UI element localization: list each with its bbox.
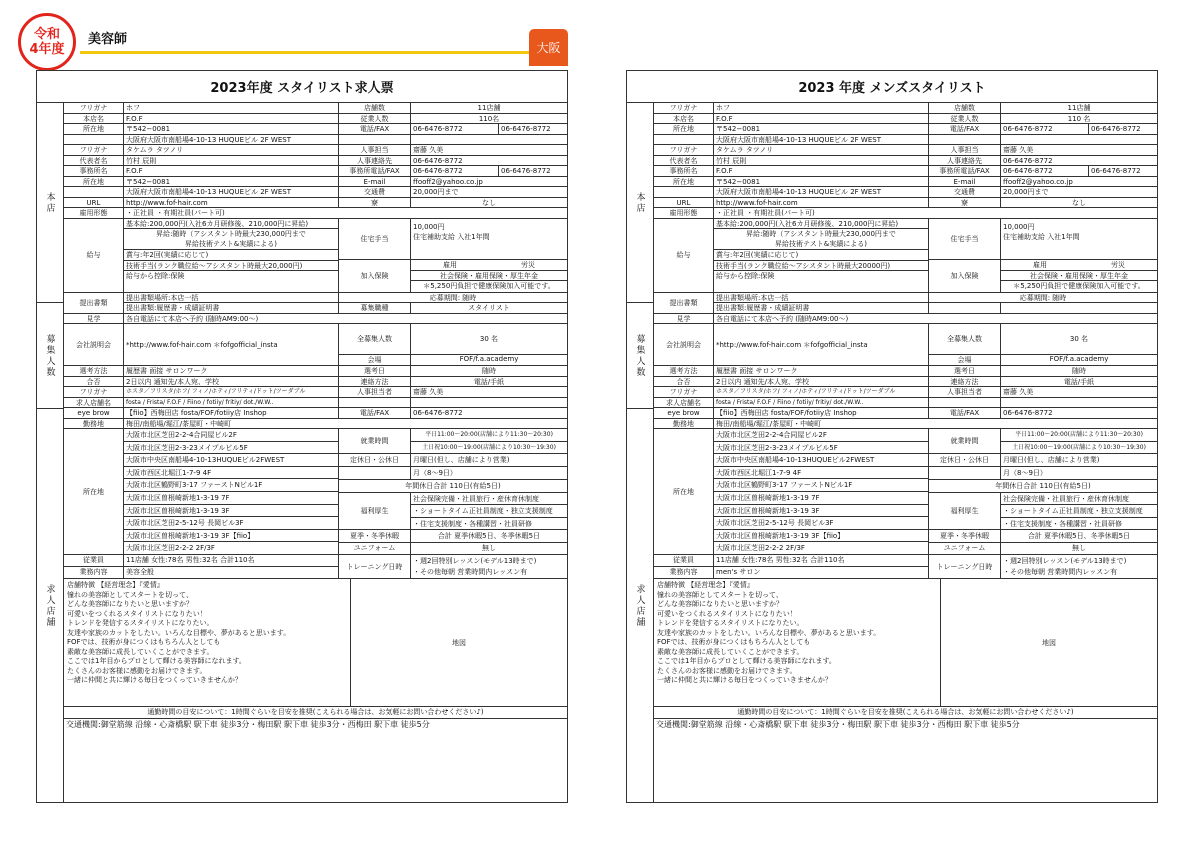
value: 各自電話にて本店へ予約 (随時AM9:00〜) [716,314,849,323]
label: 就業時間 [339,429,411,453]
value: ・住宅支援制度・各種講習・社員研修 [413,519,532,528]
map-area: 地図 [1042,638,1056,647]
value: F.O.F [124,166,339,176]
label: 提出書類 [64,293,124,313]
value: 随時 [482,367,496,375]
value: http://www.fof-hair.com [714,198,929,208]
sheet-title: 2023 年度 メンズスタイリスト [627,71,1157,103]
value: ホフ [124,103,339,113]
label: 給与 [64,219,124,292]
label: 会社説明会 [654,324,714,365]
shop-address: 大阪市中央区南船場4-10-13HUQUEビル2FWEST [714,454,928,467]
value: 11店舗 [477,104,501,112]
value: 応募期間: 随時 [1019,293,1067,302]
value: 賞与:年2回(実績に応じて) [124,250,338,261]
label: 人事担当者 [929,387,1001,397]
value: 齋藤 久美 [413,388,444,396]
value: ffooff2@yahoo.co.jp [1003,177,1073,186]
label: フリガナ [654,103,714,113]
blank [339,135,411,145]
value: 社会保険・雇用保険・厚生年金 [1001,271,1157,282]
value: ・週2回特別レッスン(モデル13時まで) [1003,557,1127,565]
value: 提出書類場所:本店一括 [124,293,339,303]
blank [654,187,714,197]
region-tab: 大阪 [529,29,568,66]
shop-address-list [714,429,929,554]
blank [411,398,567,408]
value: 基本給:200,000円(入社6カ月研修後、210,000円に昇給) [124,219,338,230]
value: 梅田/南船場/堀江/茶屋町・中崎町 [716,419,822,428]
value: なし [482,198,496,207]
value: 齋藤 久美 [1003,388,1034,396]
page-title: 美容師 [88,32,128,47]
label: 店舗数 [339,103,411,113]
value: F.O.F [714,114,929,124]
label: E-mail [339,177,411,187]
value: 提出書類場所:本店一括 [714,293,929,303]
value: 11店舗 [1067,104,1091,112]
label: eye brow [654,408,714,418]
value: men's サロン [716,568,761,576]
label: 電話/FAX [929,408,1001,418]
value: 06-6476-8772 [1003,156,1053,165]
value: 大阪府大阪市南船場4-10-13 HUQUEビル 2F WEST [714,187,929,197]
label: 寮 [929,198,1001,208]
value: 住宅補助支給 入社1年間 [1003,232,1080,241]
label: 業務内容 [654,567,714,578]
label: トレーニング日時 [929,555,1001,578]
label: 従業員 [654,555,714,566]
label: 事務所電話/FAX [929,166,1001,176]
shop-address: 大阪市北区芝田2-3-23メイプルビル5F [714,442,928,455]
value: 年間休日合計 110日(有給5日) [929,480,1157,493]
label: 給与 [654,219,714,292]
value: スタイリスト [468,304,510,312]
shop-address: 大阪市北区曽根崎新地1-3-19 3F【fiio】 [714,530,928,543]
value: 〒542−0081 [714,124,929,134]
label: 求人店舗名 [654,398,714,408]
shop-address: 大阪市西区北堀江1-7-9 4F [714,467,928,480]
label [929,303,1001,313]
commute-note: 通勤時間の目安について：1時間ぐらいを目安を推奨(こえられる場合は、お気軽にお問い合わせください♪) [147,708,484,716]
label: 人事担当 [339,145,411,155]
value: 基本給:200,000円(入社6カ月研修後、210,000円に昇給) [714,219,928,230]
value: 2日以内 通知先/本人宛、学校 [124,377,339,387]
label: 求人店舗名 [64,398,124,408]
value: 竹村 辰則 [124,156,339,166]
label: 会場 [929,355,1001,365]
value: *http://www.fof-hair.com ＊fofgofficial_insta [714,324,929,365]
shop-address: 大阪市北区芝田2-2-2 2F/3F [126,544,215,553]
shop-address: 大阪市北区曽根崎新地1-3-19 3F【fiio】 [124,530,338,543]
section-label-boshu: 募集人数 [627,303,654,409]
value: ・ショートタイム正社員制度・独立支援制度 [411,505,567,517]
label: 人事連絡先 [929,156,1001,166]
value: 美容全般 [126,568,154,576]
value: http://www.fof-hair.com [124,198,339,208]
section-label-honten: 本店 [37,103,64,303]
label: 交通費 [929,187,1001,197]
value: ・住宅支援制度・各種講習・社員研修 [1003,519,1122,528]
label: フリガナ [654,145,714,155]
label: 全募集人数 [339,324,411,354]
value: 土日祝10:00〜19:00(店舗により10:30〜19:30) [422,443,556,451]
shop-address: 大阪市北区鶴野町3-17 ファーストNビル1F [124,479,338,492]
value: 無し [482,544,496,552]
value: 昇給:随時（アシスタント時最大230,000円まで 昇給技術テスト&実績による) [714,229,928,250]
label: 定休日・公休日 [339,454,411,466]
value: F.O.F [714,166,929,176]
label: 合否 [64,377,124,387]
label: E-mail [929,177,1001,187]
value: 平日11:00〜20:00(店舗により11:30〜20:30) [411,429,567,442]
label: トレーニング日時 [339,555,411,578]
value: 梅田/南船場/堀江/茶屋町・中崎町 [126,419,232,428]
value: ffooff2@yahoo.co.jp [413,177,483,186]
value: 06-6476-8772 [413,409,463,417]
shop-address: 大阪市北区芝田2-3-23メイプルビル5F [124,442,338,455]
value: 〒542−0081 [714,177,929,187]
value: FOF/f.a.academy [459,355,519,363]
value: 電話/手紙 [473,377,505,386]
label: 提出書類 [654,293,714,313]
label: 業務内容 [64,567,124,578]
value: 06-6476-8772 [1003,409,1053,417]
label: 会社説明会 [64,324,124,365]
value: 応募期間: 随時 [429,293,477,302]
label: 福利厚生 [339,493,411,529]
value: 10,000円 [1003,222,1035,231]
value: 06-6476-8772 [1001,124,1089,134]
value: ＊5,250円負担で健康保険加入可能です。 [423,282,555,290]
label: URL [64,198,124,208]
label: 寮 [339,198,411,208]
value: 月（8〜9日） [413,469,457,477]
label: 所在地 [64,177,124,187]
blank [339,398,411,408]
blank [1001,398,1157,408]
value: 110 名 [1067,114,1091,123]
shop-feature-text: 店舗特徴 【経営理念】『愛情』 憧れの美容師としてスタートを切って、 どんな美容師になりたいと思いますか？ 可愛いをつくれるスタイリストになりたい！ トレンドを発信するスタイリストになりたい。 友達や家族のカットをしたい。いろんな目標や、夢があると思います。 FOFでは、技術が身につくはもちろん人としても 素敵な美容師に成長していくことができます。 ここでは1年目からプロとして輝ける美容師になれます。 たくさんのお客様に感動をお届けできます。 一緒に仲間と共に輝ける毎日をつくっていきませんか？ [64,579,351,706]
value: 月（8〜9日） [1003,469,1047,477]
value: 11店舗 女性:78名 男性:32名 合計110名 [716,556,845,564]
label: ユニフォーム [929,543,1001,554]
label: 代表者名 [654,156,714,166]
value: 社会保険完備・社員旅行・産休育休制度 [411,493,567,505]
label: 福利厚生 [929,493,1001,529]
label: 代表者名 [64,156,124,166]
value: 技術手当(ランク職位給～アシスタント時最大20000円) [714,261,928,272]
value: 履歴書 面接 サロンワーク [124,366,339,376]
value: 30 名 [1069,335,1089,343]
label: 合否 [654,377,714,387]
label: 所在地 [654,429,714,554]
blank [64,135,124,145]
value: 住宅補助支給 入社1年間 [413,232,490,241]
blank [929,467,1001,479]
blank [411,135,567,145]
label: 本店名 [654,114,714,124]
section-label-boshu: 募集人数 [37,303,64,409]
label: 勤務地 [64,419,124,429]
label: 勤務地 [654,419,714,429]
shop-address: 大阪市北区芝田2-5-12号 長岡ビル3F [124,517,338,530]
value: ・正社員 ・有期社員(パート可) [716,209,815,217]
job-sheet-mens [626,70,1158,803]
value: 11店舗 女性:78名 男性:32名 合計110名 [126,556,255,564]
value: 20,000円まで [413,188,459,196]
value: 雇用 [443,261,457,269]
value: 平日11:00〜20:00(店舗により11:30〜20:30) [1001,429,1157,442]
value: 各自電話にて本店へ予約 (随時AM9:00〜) [126,314,259,323]
value: ・正社員 ・有期社員(パート可) [126,209,225,217]
value: 給与から控除:保険 [716,272,775,280]
year-badge-text: 令和 4年度 [29,27,65,57]
value: 土日祝10:00〜19:00(店舗により10:30〜19:30) [1012,443,1146,451]
label: 電話/FAX [339,124,411,134]
value: 2日以内 通知先/本人宛、学校 [714,377,929,387]
label: 従業人数 [929,114,1001,124]
value: 年間休日合計 110日(有給5日) [339,480,567,493]
label: 雇用形態 [64,208,124,218]
shop-address: 大阪市北区曽根崎新地1-3-19 7F [124,492,338,505]
value: 提出書類:履歴書・成績証明書 [714,303,929,313]
label: 連絡方法 [929,377,1001,387]
value: ・ショートタイム正社員制度・独立支援制度 [1001,505,1157,517]
shop-address: 大阪市北区曽根崎新地1-3-19 7F [714,492,928,505]
value: 合計 夏季休暇5日、冬季休暇5日 [437,532,541,540]
shop-address: 大阪市北区鶴野町3-17 ファーストNビル1F [714,479,928,492]
label: 所在地 [654,177,714,187]
value: 30 名 [479,335,499,343]
section-label-honten: 本店 [627,103,654,303]
value: fosta / Frista/ F.O.F / Fiino / fotiiy/ fritiy/ dot./W.W.. [714,398,929,408]
value: 労災 [521,261,535,269]
label: フリガナ [654,387,714,397]
label: 全募集人数 [929,324,1001,354]
section-label-kyujin: 求人店舗 [37,409,64,803]
value: なし [1072,198,1086,207]
shop-feature-text: 店舗特徴 【経営理念】『愛情』 憧れの美容師としてスタートを切って、 どんな美容師になりたいと思いますか？ 可愛いをつくれるスタイリストになりたい！ トレンドを発信するスタイリストになりたい。 友達や家族のカットをしたい。いろんな目標や、夢があると思います。 FOFでは、技術が身につくはもちろん人としても 素敵な美容師に成長していくことができます。 ここでは1年目からプロとして輝ける美容師になれます。 たくさんのお客様に感動をお届けできます。 一緒に仲間と共に輝ける毎日をつくっていきませんか？ [654,579,941,706]
access-info: 交通機関:御堂筋線 沿線・心斎橋駅 駅下車 徒歩3分・梅田駅 駅下車 徒歩3分・西梅田 駅下車 徒歩5分 [66,720,430,729]
shop-address: 大阪市北区曽根崎新地1-3-19 3F [124,505,338,518]
label: eye brow [64,408,124,418]
label: フリガナ [64,103,124,113]
value: 06-6476-8772 [411,166,499,176]
map-area: 地図 [452,638,466,647]
value: 10,000円 [413,222,445,231]
label: 事務所名 [654,166,714,176]
value: 竹村 辰則 [714,156,929,166]
value: fosta / Frista/ F.O.F / Fiino / fotiiy/ fritiy/ dot./W.W.. [124,398,339,408]
label: 人事担当者 [339,387,411,397]
value: 雇用 [1033,261,1047,269]
label: 夏季・冬季休暇 [929,530,1001,542]
label: 所在地 [654,124,714,134]
value: 社会保険・雇用保険・厚生年金 [411,271,567,282]
commute-note: 通勤時間の目安について：1時間ぐらいを目安を推奨(こえられる場合は、お気軽にお問い合わせください♪) [737,708,1074,716]
label: 加入保険 [929,260,1001,292]
label: 住宅手当 [929,219,1001,260]
value: 【fiio】西梅田店 fosta/FOF/fotiiy店 Inshop [124,408,339,418]
value: ホスタ／フリスタ/ホフ/ フィノ/ホティ/フリティ/ドット/ツーダブル [124,387,339,397]
value: ＊5,250円負担で健康保険加入可能です。 [1013,282,1145,290]
label: 人事担当 [929,145,1001,155]
title-underline [80,51,568,54]
label: 従業人数 [339,114,411,124]
year-badge [18,13,76,71]
value: 社会保険完備・社員旅行・産休育休制度 [1001,493,1157,505]
value: 給与から控除:保険 [126,272,185,280]
label: URL [654,198,714,208]
shop-address: 大阪市北区芝田2-2-4合同屋ビル2F [124,429,338,442]
shop-address: 大阪市北区芝田2-2-2 2F/3F [716,544,805,553]
label: 事務所名 [64,166,124,176]
value: 〒542−0081 [124,177,339,187]
label: 見学 [64,314,124,324]
label: 会場 [339,355,411,365]
blank [929,135,1001,145]
label: 交通費 [339,187,411,197]
shop-address-list [124,429,339,554]
label: 所在地 [64,429,124,554]
value: ホフ [714,103,929,113]
shop-address: 大阪市北区芝田2-5-12号 長岡ビル3F [714,517,928,530]
label: 夏季・冬季休暇 [339,530,411,542]
label: 選考方法 [654,366,714,376]
value [1001,303,1157,313]
label: 加入保険 [339,260,411,292]
value: 労災 [1111,261,1125,269]
label: 住宅手当 [339,219,411,260]
job-sheet-stylist [36,70,568,803]
value: ・その他毎朝 営業時間内レッスン有 [1003,568,1118,576]
value: 大阪府大阪市南船場4-10-13 HUQUEビル 2F WEST [124,135,339,145]
label: 事務所電話/FAX [339,166,411,176]
label: フリガナ [64,145,124,155]
value: 履歴書 面接 サロンワーク [714,366,929,376]
shop-address: 大阪市西区北堀江1-7-9 4F [124,467,338,480]
value: 合計 夏季休暇5日、冬季休暇5日 [1027,532,1131,540]
shop-address: 大阪市北区曽根崎新地1-3-19 3F [714,505,928,518]
shop-address: 大阪市中央区南船場4-10-13HUQUEビル2FWEST [124,454,338,467]
value: 賞与:年2回(実績に応じて) [714,250,928,261]
label: 選考方法 [64,366,124,376]
access-info: 交通機関:御堂筋線 沿線・心斎橋駅 駅下車 徒歩3分・梅田駅 駅下車 徒歩3分・西梅田 駅下車 徒歩5分 [656,720,1020,729]
value: 月曜日(但し、店舗により営業) [1003,456,1100,464]
value: 06-6476-8772 [501,125,551,133]
blank [929,398,1001,408]
label: 雇用形態 [654,208,714,218]
value: 齋藤 久美 [413,146,444,154]
label: 従業員 [64,555,124,566]
value: タケムラ タツノリ [714,145,929,155]
section-label-kyujin: 求人店舗 [627,409,654,803]
label: 連絡方法 [339,377,411,387]
value: 110名 [478,114,500,123]
value: 大阪府大阪市南船場4-10-13 HUQUEビル 2F WEST [714,135,929,145]
label: 選考日 [929,366,1001,376]
value: 齋藤 久美 [1003,146,1034,154]
value: 随時 [1072,367,1086,375]
blank [339,467,411,479]
value: 無し [1072,544,1086,552]
value: 【fiio】西梅田店 fosta/FOF/fotiiy店 Inshop [714,408,929,418]
label: 電話/FAX [339,408,411,418]
shop-address: 大阪市北区芝田2-2-4合同屋ビル2F [714,429,928,442]
value: 〒542−0081 [124,124,339,134]
value: F.O.F [124,114,339,124]
value: 電話/手紙 [1063,377,1095,386]
blank [654,135,714,145]
value: 06-6476-8772 [1001,166,1089,176]
label: 人事連絡先 [339,156,411,166]
value: FOF/f.a.academy [1049,355,1109,363]
label: ユニフォーム [339,543,411,554]
value: タケムラ タツノリ [124,145,339,155]
label: 見学 [654,314,714,324]
value: ・週2回特別レッスン(モデル13時まで) [413,557,537,565]
label: 本店名 [64,114,124,124]
value: *http://www.fof-hair.com ＊fofgofficial_insta [124,324,339,365]
label: 募集職種 [339,303,411,313]
label: 定休日・公休日 [929,454,1001,466]
value: 提出書類:履歴書・成績証明書 [124,303,339,313]
label: フリガナ [64,387,124,397]
label: 選考日 [339,366,411,376]
value: 昇給:随時（アシスタント時最大230,000円まで 昇給技術テスト&実績による) [124,229,338,250]
label: 所在地 [64,124,124,134]
value: 06-6476-8772 [501,167,551,175]
value: ホスタ／フリスタ/ホフ/ フィノ/ホティ/フリティ/ドット/ツーダブル [714,387,929,397]
blank [64,187,124,197]
value: 技術手当(ランク職位給～アシスタント時最大20,000円) [124,261,338,272]
value: 06-6476-8772 [411,124,499,134]
label: 店舗数 [929,103,1001,113]
value: 月曜日(但し、店舗により営業) [413,456,510,464]
label: 就業時間 [929,429,1001,453]
value: 大阪府大阪市南船場4-10-13 HUQUEビル 2F WEST [124,187,339,197]
value: 06-6476-8772 [1091,167,1141,175]
blank [1001,135,1157,145]
value: ・その他毎朝 営業時間内レッスン有 [413,568,528,576]
label: 電話/FAX [929,124,1001,134]
sheet-title: 2023年度 スタイリスト求人票 [37,71,567,103]
value: 06-6476-8772 [1091,125,1141,133]
value: 20,000円まで [1003,188,1049,196]
value: 06-6476-8772 [413,156,463,165]
